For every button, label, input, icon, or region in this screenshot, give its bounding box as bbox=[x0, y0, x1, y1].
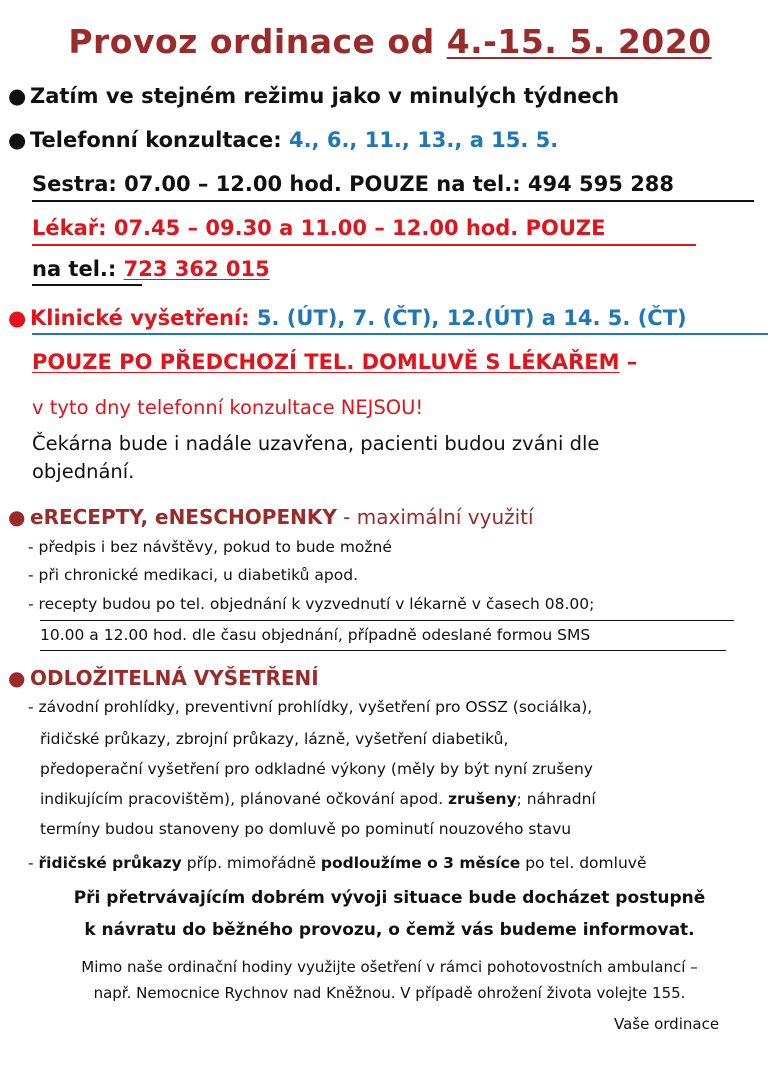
bullet-icon: ● bbox=[8, 505, 26, 529]
doctor-underline bbox=[32, 244, 696, 246]
clinical-note3b-text: objednání. bbox=[32, 460, 135, 483]
footer-bold-1 bbox=[0, 888, 779, 908]
title-prefix: Provoz ordinace od bbox=[68, 22, 447, 61]
odlozitelna-text: - závodní prohlídky, preventivní prohlídky, vyšetření pro OSSZ (sociálka), bbox=[28, 698, 593, 716]
doctor-hours: Lékař: 07.45 – 09.30 a 11.00 – 12.00 hod. POUZE bbox=[32, 216, 606, 240]
erecepty-item-3 bbox=[28, 595, 594, 613]
signature bbox=[614, 1015, 719, 1033]
clinical-note3b bbox=[32, 460, 134, 483]
same-regime-text: Zatím ve stejném režimu jako v minulých týdnech bbox=[30, 84, 620, 108]
clinical-line bbox=[8, 306, 687, 330]
erecepty-item-2 bbox=[28, 566, 358, 584]
odlozitelna-title: ODLOŽITELNÁ VYŠETŘENÍ bbox=[30, 666, 319, 690]
bullet-icon: ● bbox=[8, 84, 27, 108]
odlozitelna-line-1 bbox=[28, 698, 592, 716]
tel-label-underline bbox=[32, 284, 142, 286]
footer-bold-2 bbox=[0, 920, 779, 940]
erecepty-item-text: - při chronické medikaci, u diabetiků apod. bbox=[28, 566, 359, 584]
erecepty-item-text: 10.00 a 12.00 hod. dle času objednání, případně odeslané formou SMS bbox=[40, 626, 591, 644]
ridic-c: podloužíme o 3 měsíce bbox=[320, 854, 521, 872]
nurse-line bbox=[32, 172, 674, 196]
erecepty-subtitle: - maximální využití bbox=[336, 505, 534, 529]
ridic-b: příp. mimořádně bbox=[181, 854, 321, 872]
bullet-icon: ● bbox=[8, 128, 27, 152]
odlozitelna-text: termíny budou stanoveny po domluvě po pominutí nouzového stavu bbox=[40, 820, 572, 838]
nurse-underline bbox=[32, 200, 754, 202]
clinical-note2 bbox=[32, 396, 423, 419]
erecepty-dash: - bbox=[28, 595, 39, 613]
footer-bold1-text: Při přetrvávajícím dobrém vývoji situace bude docházet postupně bbox=[73, 888, 706, 908]
erecepty-item-4 bbox=[40, 626, 590, 644]
clinical-days: 5. (ÚT), 7. (ČT), 12.(ÚT) a 14. 5. (ČT) bbox=[256, 306, 687, 330]
odlozitelna-head bbox=[8, 666, 319, 690]
doctor-line bbox=[32, 216, 605, 240]
odlozitelna-line-2 bbox=[40, 730, 508, 748]
page-title bbox=[30, 22, 750, 61]
clinical-note2-text: v tyto dny telefonní konzultace NEJSOU! bbox=[32, 396, 424, 419]
title-dates: 4.-15. 5. 2020 bbox=[446, 22, 712, 61]
doctor-tel-label: na tel.: bbox=[32, 257, 124, 281]
phone-consult-label: Telefonní konzultace: bbox=[30, 128, 289, 152]
footer-p2 bbox=[0, 984, 779, 1002]
bullet-icon: ● bbox=[8, 666, 26, 690]
clinical-underline bbox=[32, 333, 768, 335]
odlozitelna-line-4 bbox=[40, 790, 596, 808]
footer-bold2-text: k návratu do běžného provozu, o čemž vás budeme informovat. bbox=[84, 920, 695, 940]
doctor-tel-line bbox=[32, 257, 270, 281]
erecepty-underline-1 bbox=[40, 620, 734, 621]
zruseny-text: zrušeny bbox=[448, 790, 517, 808]
odlozitelna-text: řidičské průkazy, zbrojní průkazy, lázně, vyšetření diabetiků, bbox=[40, 730, 509, 748]
phone-consult-line bbox=[8, 128, 558, 152]
odlozitelna-text: indikujícím pracovištěm), plánované očkování apod. bbox=[40, 790, 449, 808]
bullet-icon: ● bbox=[8, 306, 27, 330]
clinical-note1 bbox=[32, 350, 637, 374]
same-regime-line bbox=[8, 84, 619, 108]
erecepty-item-text: - předpis i bez návštěvy, pokud to bude možné bbox=[28, 538, 392, 556]
ridic-dash: - bbox=[28, 854, 39, 872]
signature-text: Vaše ordinace bbox=[614, 1015, 720, 1033]
nurse-hours: Sestra: 07.00 – 12.00 hod. POUZE na tel.: 494 595 288 bbox=[32, 172, 675, 196]
ridicske-line bbox=[28, 854, 646, 872]
footer-p2-text: např. Nemocnice Rychnov nad Kněžnou. V případě ohrožení života volejte 155. bbox=[93, 984, 686, 1002]
erecepty-head bbox=[8, 505, 534, 529]
ridic-d: po tel. domluvě bbox=[520, 854, 647, 872]
footer-p1 bbox=[0, 958, 779, 976]
clinical-label: Klinické vyšetření: bbox=[30, 306, 250, 330]
erecepty-title: eRECEPTY, eNESCHOPENKY bbox=[30, 505, 337, 529]
zruseny-tail: ; náhradní bbox=[516, 790, 596, 808]
erecepty-item-text: recepty budou po tel. objednání k vyzvednutí v lékarně v časech 08.00; bbox=[38, 595, 595, 613]
odlozitelna-text: předoperační vyšetření pro odkladné výkony (měly by být nyní zrušeny bbox=[40, 760, 593, 778]
clinical-note1-text: POUZE PO PŘEDCHOZÍ TEL. DOMLUVĚ S LÉKAŘEM bbox=[32, 350, 620, 374]
odlozitelna-line-5 bbox=[40, 820, 571, 838]
doctor-tel-number: 723 362 015 bbox=[123, 257, 270, 281]
clinical-note3a-text: Čekárna bude i nadále uzavřena, pacienti budou zváni dle bbox=[32, 432, 600, 455]
clinical-dash: – bbox=[619, 350, 638, 374]
phone-consult-days: 4., 6., 11., 13., a 15. 5. bbox=[288, 128, 559, 152]
erecepty-underline-2 bbox=[40, 650, 726, 651]
footer-p1-text: Mimo naše ordinační hodiny využijte ošetření v rámci pohotovostních ambulancí – bbox=[81, 958, 698, 976]
clinical-note3a bbox=[32, 432, 599, 455]
odlozitelna-line-3 bbox=[40, 760, 593, 778]
erecepty-item-1 bbox=[28, 538, 392, 556]
ridic-a: řidičské průkazy bbox=[38, 854, 182, 872]
